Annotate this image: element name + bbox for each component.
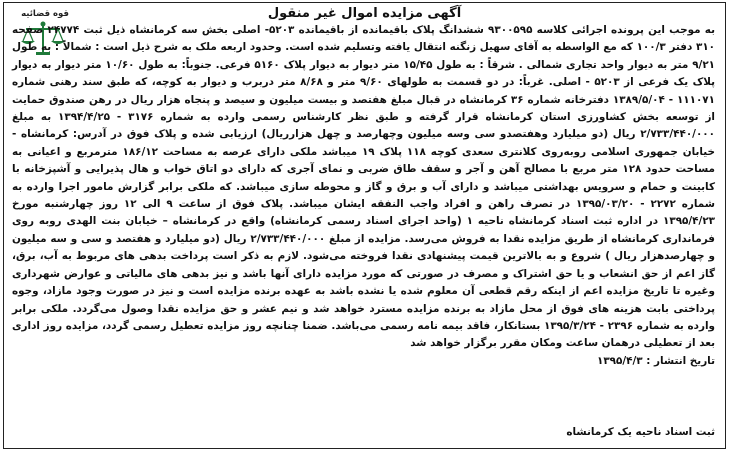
notice-body-text: به موجب این پرونده اجرائی کلاسه ۹۳۰۰۵۹۵ ششدانگ پلاک باقیمانده از باقیمانده ۵۲۰۳- اصلی بخش سه کرمانشاه ذیل ثبت ۲۴۷۷۴ صفحه ۳۱۰ دفتر ۱۰۰/۳ که مع الواسطه به آقای سهیل زنگنه انتقال یافته وتسلیم شده است. وحدود اربعه ملک به شرح ذیل است : شمالاً : به طول ۹/۲۱ متر به دیوار واحد تجاری شمالی . شرقاً : به طول ۱۵/۴۵ متر دیوار به دیوار پلاک ۵۱۶۰ فرعی. جنوباً: به طول ۱۰/۶۰ متر دیوار به دیوار پلاک یک فرعی از ۵۲۰۳ - اصلی. غرباً: در دو قسمت به طولهای ۹/۶۰ متر و ۸/۶۸ متر دربرب و دیوار به کوچه، که طبق سند رهنی شماره ۱۱۱۰۷۱ - ۱۳۸۹/۵/۰۴ دفترخانه شماره ۳۶ کرمانشاه در قبال مبلغ هفتصد و بیست میلیون و سیصد و پنجاه هزار ریال در رهن صندوق حمایت از توسعه بخش کشاورزی استان کرمانشاه قرار گرفته و طبق نظر کارشناس رسمی وارده به شماره ۳۱۷۶ - ۱۳۹۴/۴/۲۵ به مبلغ ۲/۷۳۳/۴۴۰/۰۰۰ ریال (دو میلیارد وهفتصدو سی وسه میلیون وچهارصد و چهل هزارریال) ارزیابی شده و پلاک فوق در آدرس: کرمانشاه - خیابان جمهوری اسلامی روبه‌روی کلانتری سعدی کوچه ۱۱۸ پلاک ۱۹ میباشد ملکی دارای عرصه به مساحت ۱۸۶/۱۲ مترمربع و اعیانی به مساحت حدود ۱۲۸ متر مربع با مصالح آهن و آجر و سقف طاق ضربی و نمای آجری که دارای دو اتاق خواب و هال پذیرایی و آشپزخانه با کابینت و حمام و سرویس بهداشتی میباشد و دارای آب و برق و گاز و محوطه سازی میباشد. که ملکی برابر گزارش مامور اجرا وارده به شماره ۲۲۷۲ - ۱۳۹۵/۰۳/۲۰ در تصرف راهن و افراد واجب النفقه ایشان میباشد. پلاک فوق از ساعت ۹ الی ۱۲ روز چهارشنبه مورخ ۱۳۹۵/۴/۲۳ در اداره ثبت اسناد کرمانشاه ناحیه ۱ (واحد اجرای اسناد رسمی کرمانشاه) واقع در کرمانشاه – خیابان بنت الهدی روبه روی فرمانداری کرمانشاه از طریق مزایده نقدا به فروش می‌رسد. مزایده از مبلغ ۲/۷۳۳/۴۴۰/۰۰۰ ریال (دو میلیارد و هفتصد و سی و سه میلیون و چهارصدهزار ریال ) شروع و به بالاترین قیمت پیشنهادی نقدا فروخته می‌شود. لازم به ذکر است پرداخت بدهی های مربوط به آب، برق، گاز اعم از حق انشعاب و یا حق اشتراک و مصرف در صورتی که مورد مزایده دارای آنها باشد و نیز بدهی های مالیاتی و عوارض شهرداری وغیره تا تاریخ مزایده اعم از اینکه رقم قطعی آن معلوم شده یا نشده باشد به عهده برنده مزایده است و نیز در صورت وجود مازاد، وجوه پرداختی بابت هزینه های فوق از محل مازاد به برنده مزایده مسترد خواهد شد و نیم عشر و حق مزایده نقدا وصول می‌گردد. ملکی برابر وارده به شماره ۲۳۹۶ - ۱۳۹۵/۳/۲۴ بستانکار، فاقد بیمه نامه رسمی می‌باشد. ضمنا چنانچه روز مزایده تعطیل رسمی گردد، مزایده روز اداری بعد از تعطیلی درهمان ساعت ومکان مقرر برگزار خواهد شد <box>12 24 716 350</box>
notice-body <box>12 22 715 370</box>
publish-date: تاریخ انتشار : ۱۳۹۵/۴/۳ <box>596 354 715 367</box>
notice-title: آگهی مزایده اموال غیر منقول <box>267 6 462 21</box>
notice-frame <box>3 2 726 449</box>
emblem-label: قوه قضائیه <box>21 9 69 19</box>
issuer-signature: ثبت اسناد ناحیه یک کرمانشاه <box>566 426 715 438</box>
